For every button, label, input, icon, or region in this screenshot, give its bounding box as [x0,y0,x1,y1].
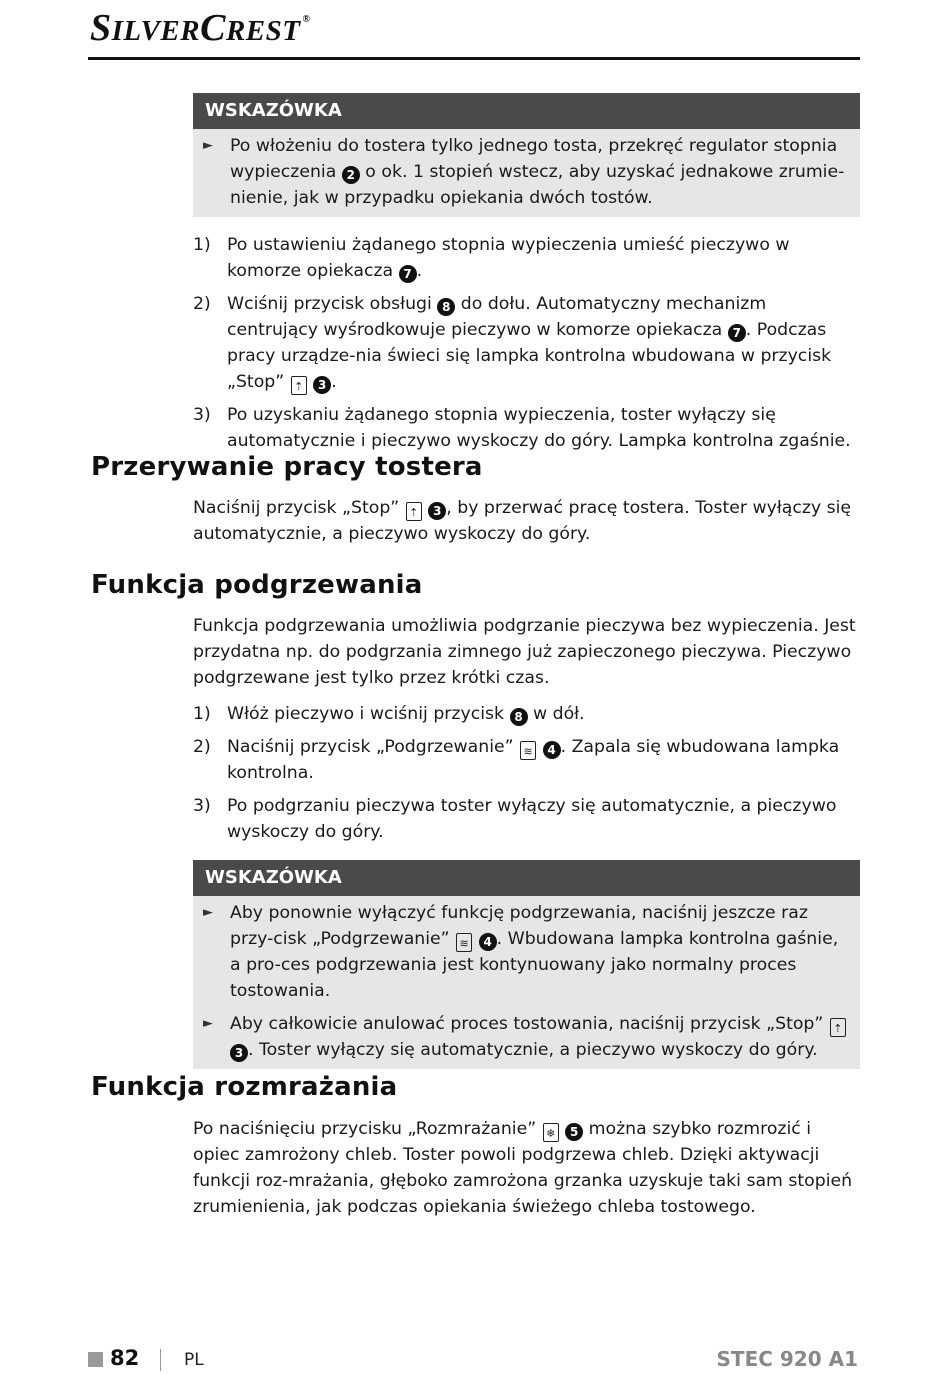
section-title-defrost: Funkcja rozmrażania [91,1072,398,1102]
reference-number-badge: 3 [230,1044,248,1062]
note-title: WSKAZÓWKA [193,93,860,129]
reference-number-badge: 7 [399,265,417,283]
language-code: PL [184,1350,204,1370]
bullet-arrow-icon: ► [203,905,213,920]
reference-number-badge: 4 [479,933,497,951]
steps-list-reheat [193,701,860,852]
list-item: 2) Wciśnij przycisk obsługi 8 do dołu. Automatyczny mechanizm centrujący wyśrodkowuje pieczywo w komorze opiekacza 7 . Podczas pracy urządze-nia świeci się lampka kontrolna wbudowana w przycisk „Stop” ⇡ 3 . [193,294,832,393]
footer-divider [160,1349,161,1371]
list-item: 1) Włóż pieczywo i wciśnij przycisk 8 w dół. [193,704,585,724]
reheat-button-icon: ≋ [520,741,536,760]
footer-square-icon [88,1352,103,1367]
paragraph-stop: Naciśnij przycisk „Stop” ⇡ 3 , by przerwać pracę tostera. Toster wyłączy się automatycznie, a pieczywo wyskoczy do góry. [193,498,852,544]
section-title-reheat: Funkcja podgrzewania [91,570,423,600]
reference-number-badge: 3 [428,502,446,520]
reference-number-badge: 5 [565,1123,583,1141]
list-item: 3) Po podgrzaniu pieczywa toster wyłączy się automatycznie, a pieczywo wyskoczy do góry. [193,796,837,842]
reference-number-badge: 2 [342,166,360,184]
stop-button-icon: ⇡ [406,502,422,521]
reference-number-badge: 3 [313,376,331,394]
stop-button-icon: ⇡ [291,376,307,395]
note-bullet: ► Aby ponownie wyłączyć funkcję podgrzewania, naciśnij jeszcze raz przy-cisk „Podgrzewanie” ≋ 4 . Wbudowana lampka kontrolna gaśnie, a pro-ces podgrzewania jest kontynuowany jako normalny proces tostowania. [203,900,850,1004]
note-bullet: ► Aby całkowicie anulować proces tostowania, naciśnij przycisk „Stop” ⇡ 3 . Toster wyłączy się automatycznie, a pieczywo wyskoczy do góry. [203,1011,850,1063]
reheat-button-icon: ≋ [456,933,472,952]
list-item: 3) Po uzyskaniu żądanego stopnia wypieczenia, toster wyłączy się automatycznie i pieczywo wyskoczy do góry. Lampka kontrolna zgaśnie. [193,405,851,451]
reference-number-badge: 8 [437,298,455,316]
note-box-2 [193,860,860,1069]
brand-logo: SILVERCREST ® [90,7,311,49]
stop-button-icon: ⇡ [830,1018,846,1037]
bullet-arrow-icon: ► [203,1016,213,1031]
reference-number-badge: 7 [728,324,746,342]
section-title-stop: Przerywanie pracy tostera [91,452,483,482]
defrost-button-icon: ❄ [543,1123,559,1142]
paragraph-defrost: Po naciśnięciu przycisku „Rozmrażanie” ❄ 5 można szybko rozmrozić i opiec zamrożony chleb. Toster powoli podgrzewa chleb. Dzięki aktywacji funkcji roz-mrażania, głęboko zamrożona grzanka uzyskuje taki sam stopień zrumienienia, jak podczas opiekania świeżego chleba tostowego. [193,1119,853,1217]
reference-number-badge: 8 [510,708,528,726]
paragraph-reheat: Funkcja podgrzewania umożliwia podgrzanie pieczywa bez wypieczenia. Jest przydatna np. do podgrzania zimnego już zapieczonego pieczywa. Pieczywo podgrzewane jest tylko przez krótki czas. [193,616,856,688]
bullet-arrow-icon: ► [203,138,213,153]
header-rule [88,57,860,60]
steps-list-1 [193,232,860,461]
list-item: 2) Naciśnij przycisk „Podgrzewanie” ≋ 4 . Zapala się wbudowana lampka kontrolna. [193,737,840,783]
list-item: 1) Po ustawieniu żądanego stopnia wypieczenia umieść pieczywo w komorze opiekacza 7 . [193,235,790,281]
note-bullet: ► Po włożeniu do tostera tylko jednego tosta, przekręć regulator stopnia wypieczenia 2 o ok. 1 stopień wstecz, aby uzyskać jednakowe zrumie-nienie, jak w przypadku opiekania dwóch tostów. [203,133,850,211]
note-box-1 [193,93,860,217]
note-title: WSKAZÓWKA [193,860,860,896]
reference-number-badge: 4 [543,741,561,759]
model-number: STEC 920 A1 [716,1347,858,1371]
page-number: 82 [110,1346,140,1370]
